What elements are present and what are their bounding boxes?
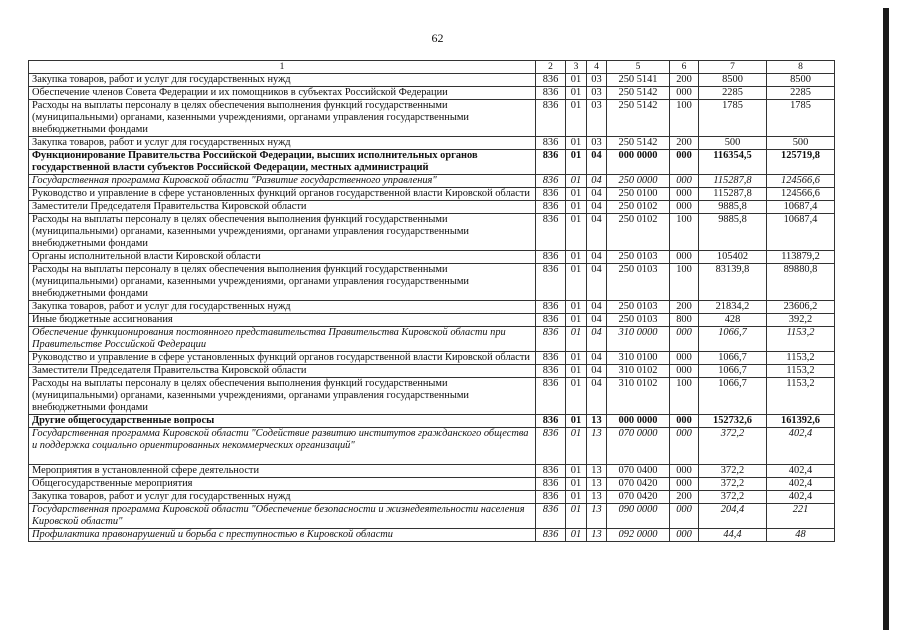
amount-cell: 9885,8: [699, 201, 767, 214]
code-cell: 01: [566, 465, 587, 478]
amount-cell: 152732,6: [699, 415, 767, 428]
row-name-cell: Заместители Председателя Правительства Кировской области: [29, 365, 536, 378]
amount-cell: 2285: [699, 87, 767, 100]
code-cell: 310 0100: [607, 352, 670, 365]
code-cell: 04: [587, 264, 607, 301]
code-cell: 01: [566, 201, 587, 214]
code-cell: 250 5142: [607, 100, 670, 137]
amount-cell: 8500: [699, 74, 767, 87]
code-cell: 01: [566, 251, 587, 264]
amount-cell: 9885,8: [699, 214, 767, 251]
code-cell: 03: [587, 74, 607, 87]
code-cell: 000: [670, 201, 699, 214]
code-cell: 000: [670, 150, 699, 175]
row-name-cell: Функционирование Правительства Российской Федерации, высших исполнительных органов государственной власти субъектов Российской Федерации, местных администраций: [29, 150, 536, 175]
row-name-cell: Закупка товаров, работ и услуг для государственных нужд: [29, 74, 536, 87]
code-cell: 13: [587, 415, 607, 428]
table-row: [29, 428, 835, 465]
code-cell: 836: [536, 87, 566, 100]
amount-cell: 1153,2: [767, 378, 835, 415]
amount-cell: 1153,2: [767, 352, 835, 365]
table-row: [29, 465, 835, 478]
code-cell: 200: [670, 491, 699, 504]
code-cell: 01: [566, 504, 587, 529]
column-header: 6: [670, 61, 699, 74]
table-row: [29, 188, 835, 201]
table-row: [29, 264, 835, 301]
code-cell: 836: [536, 378, 566, 415]
code-cell: 310 0000: [607, 327, 670, 352]
code-cell: 070 0000: [607, 428, 670, 465]
amount-cell: 1066,7: [699, 365, 767, 378]
code-cell: 250 5141: [607, 74, 670, 87]
amount-cell: 402,4: [767, 428, 835, 465]
code-cell: 000: [670, 415, 699, 428]
table-row: [29, 314, 835, 327]
code-cell: 310 0102: [607, 378, 670, 415]
row-name-cell: Обеспечение членов Совета Федерации и их помощников в субъектах Российской Федерации: [29, 87, 536, 100]
code-cell: 250 5142: [607, 87, 670, 100]
code-cell: 000: [670, 251, 699, 264]
row-name-cell: Закупка товаров, работ и услуг для государственных нужд: [29, 491, 536, 504]
code-cell: 13: [587, 465, 607, 478]
code-cell: 836: [536, 465, 566, 478]
page-number: 62: [431, 31, 444, 45]
code-cell: 04: [587, 201, 607, 214]
code-cell: 000: [670, 504, 699, 529]
code-cell: 000: [670, 529, 699, 542]
code-cell: 250 0102: [607, 201, 670, 214]
amount-cell: 372,2: [699, 478, 767, 491]
amount-cell: 8500: [767, 74, 835, 87]
amount-cell: 392,2: [767, 314, 835, 327]
table-body: [29, 74, 835, 542]
code-cell: 04: [587, 214, 607, 251]
code-cell: 800: [670, 314, 699, 327]
amount-cell: 44,4: [699, 529, 767, 542]
code-cell: 13: [587, 504, 607, 529]
code-cell: 01: [566, 214, 587, 251]
code-cell: 13: [587, 428, 607, 465]
code-cell: 01: [566, 314, 587, 327]
code-cell: 01: [566, 100, 587, 137]
code-cell: 04: [587, 175, 607, 188]
row-name-cell: Руководство и управление в сфере установленных функций органов государственной власти Кировской области: [29, 352, 536, 365]
code-cell: 250 0000: [607, 175, 670, 188]
code-cell: 01: [566, 150, 587, 175]
code-cell: 836: [536, 327, 566, 352]
amount-cell: 1785: [767, 100, 835, 137]
code-cell: 04: [587, 378, 607, 415]
code-cell: 836: [536, 150, 566, 175]
code-cell: 100: [670, 100, 699, 137]
amount-cell: 1066,7: [699, 378, 767, 415]
code-cell: 04: [587, 251, 607, 264]
code-cell: 250 5142: [607, 137, 670, 150]
table-row: [29, 415, 835, 428]
row-name-cell: Руководство и управление в сфере установленных функций органов государственной власти Кировской области: [29, 188, 536, 201]
code-cell: 01: [566, 415, 587, 428]
table-row: [29, 251, 835, 264]
amount-cell: 23606,2: [767, 301, 835, 314]
code-cell: 000: [670, 327, 699, 352]
table-row: [29, 100, 835, 137]
row-name-cell: Органы исполнительной власти Кировской области: [29, 251, 536, 264]
amount-cell: 372,2: [699, 465, 767, 478]
row-name-cell: Расходы на выплаты персоналу в целях обеспечения выполнения функций государственными (муниципальными) органами, казенными учреждениями, органами управления государственными внебюджетными фондами: [29, 214, 536, 251]
code-cell: 04: [587, 301, 607, 314]
amount-cell: 1153,2: [767, 327, 835, 352]
row-name-cell: Заместители Председателя Правительства Кировской области: [29, 201, 536, 214]
amount-cell: 1153,2: [767, 365, 835, 378]
code-cell: 01: [566, 74, 587, 87]
code-cell: 000: [670, 478, 699, 491]
code-cell: 000: [670, 175, 699, 188]
column-header: 8: [767, 61, 835, 74]
table-row: [29, 529, 835, 542]
code-cell: 836: [536, 188, 566, 201]
code-cell: 13: [587, 491, 607, 504]
code-cell: 04: [587, 150, 607, 175]
code-cell: 836: [536, 529, 566, 542]
row-name-cell: Расходы на выплаты персоналу в целях обеспечения выполнения функций государственными (муниципальными) органами, казенными учреждениями, органами управления государственными внебюджетными фондами: [29, 100, 536, 137]
code-cell: 01: [566, 87, 587, 100]
code-cell: 090 0000: [607, 504, 670, 529]
code-cell: 03: [587, 137, 607, 150]
amount-cell: 428: [699, 314, 767, 327]
table-row: [29, 378, 835, 415]
table-row: [29, 352, 835, 365]
code-cell: 250 0103: [607, 251, 670, 264]
code-cell: 04: [587, 352, 607, 365]
code-cell: 200: [670, 137, 699, 150]
table-row: [29, 137, 835, 150]
row-name-cell: Общегосударственные мероприятия: [29, 478, 536, 491]
amount-cell: 125719,8: [767, 150, 835, 175]
code-cell: 01: [566, 529, 587, 542]
code-cell: 01: [566, 137, 587, 150]
code-cell: 04: [587, 365, 607, 378]
amount-cell: 500: [699, 137, 767, 150]
amount-cell: 161392,6: [767, 415, 835, 428]
column-header: 2: [536, 61, 566, 74]
table-row: [29, 365, 835, 378]
row-name-cell: Государственная программа Кировской области "Обеспечение безопасности и жизнедеятельности населения Кировской области": [29, 504, 536, 529]
row-name-cell: Государственная программа Кировской области "Содействие развитию институтов гражданского общества и поддержка социально ориентированных некоммерческих организаций": [29, 428, 536, 465]
code-cell: 836: [536, 504, 566, 529]
amount-cell: 10687,4: [767, 214, 835, 251]
code-cell: 100: [670, 264, 699, 301]
code-cell: 01: [566, 491, 587, 504]
code-cell: 250 0103: [607, 301, 670, 314]
table-row: [29, 87, 835, 100]
code-cell: 250 0103: [607, 264, 670, 301]
code-cell: 13: [587, 529, 607, 542]
column-header: 3: [566, 61, 587, 74]
code-cell: 03: [587, 100, 607, 137]
code-cell: 836: [536, 478, 566, 491]
row-name-cell: Закупка товаров, работ и услуг для государственных нужд: [29, 137, 536, 150]
amount-cell: 402,4: [767, 478, 835, 491]
amount-cell: 116354,5: [699, 150, 767, 175]
code-cell: 836: [536, 415, 566, 428]
row-name-cell: Закупка товаров, работ и услуг для государственных нужд: [29, 301, 536, 314]
amount-cell: 83139,8: [699, 264, 767, 301]
table-row: [29, 491, 835, 504]
row-name-cell: Иные бюджетные ассигнования: [29, 314, 536, 327]
table-row: [29, 504, 835, 529]
code-cell: 01: [566, 301, 587, 314]
code-cell: 01: [566, 378, 587, 415]
code-cell: 000: [670, 428, 699, 465]
table-row: [29, 301, 835, 314]
table-row: [29, 74, 835, 87]
code-cell: 310 0102: [607, 365, 670, 378]
code-cell: 070 0420: [607, 491, 670, 504]
amount-cell: 1066,7: [699, 352, 767, 365]
column-header: 7: [699, 61, 767, 74]
amount-cell: 105402: [699, 251, 767, 264]
row-name-cell: Обеспечение функционирования постоянного представительства Правительства Кировской области при Правительстве Российской Федерации: [29, 327, 536, 352]
code-cell: 04: [587, 327, 607, 352]
table-row: [29, 150, 835, 175]
column-header: 5: [607, 61, 670, 74]
code-cell: 836: [536, 314, 566, 327]
code-cell: 100: [670, 214, 699, 251]
column-header: 4: [587, 61, 607, 74]
table-row: [29, 478, 835, 491]
row-name-cell: Расходы на выплаты персоналу в целях обеспечения выполнения функций государственными (муниципальными) органами, казенными учреждениями, органами управления государственными внебюджетными фондами: [29, 264, 536, 301]
code-cell: 000: [670, 188, 699, 201]
row-name-cell: Другие общегосударственные вопросы: [29, 415, 536, 428]
code-cell: 070 0420: [607, 478, 670, 491]
amount-cell: 21834,2: [699, 301, 767, 314]
table-row: [29, 214, 835, 251]
header-row: [29, 61, 835, 74]
amount-cell: 115287,8: [699, 175, 767, 188]
amount-cell: 89880,8: [767, 264, 835, 301]
code-cell: 836: [536, 301, 566, 314]
amount-cell: 221: [767, 504, 835, 529]
amount-cell: 372,2: [699, 428, 767, 465]
code-cell: 01: [566, 365, 587, 378]
table-row: [29, 201, 835, 214]
code-cell: 836: [536, 264, 566, 301]
scan-edge-bar: [883, 8, 889, 630]
code-cell: 836: [536, 428, 566, 465]
row-name-cell: Государственная программа Кировской области "Развитие государственного управления": [29, 175, 536, 188]
row-name-cell: Профилактика правонарушений и борьба с преступностью в Кировской области: [29, 529, 536, 542]
code-cell: 836: [536, 251, 566, 264]
code-cell: 000: [670, 465, 699, 478]
code-cell: 836: [536, 175, 566, 188]
code-cell: 01: [566, 478, 587, 491]
code-cell: 200: [670, 74, 699, 87]
code-cell: 250 0103: [607, 314, 670, 327]
code-cell: 836: [536, 74, 566, 87]
row-name-cell: Мероприятия в установленной сфере деятельности: [29, 465, 536, 478]
code-cell: 100: [670, 378, 699, 415]
code-cell: 01: [566, 327, 587, 352]
row-name-cell: Расходы на выплаты персоналу в целях обеспечения выполнения функций государственными (муниципальными) органами, казенными учреждениями, органами управления государственными внебюджетными фондами: [29, 378, 536, 415]
code-cell: 836: [536, 201, 566, 214]
column-header: 1: [29, 61, 536, 74]
amount-cell: 10687,4: [767, 201, 835, 214]
code-cell: 000: [670, 352, 699, 365]
amount-cell: 115287,8: [699, 188, 767, 201]
amount-cell: 48: [767, 529, 835, 542]
code-cell: 000 0000: [607, 150, 670, 175]
code-cell: 200: [670, 301, 699, 314]
amount-cell: 500: [767, 137, 835, 150]
table-row: [29, 175, 835, 188]
code-cell: 000 0000: [607, 415, 670, 428]
amount-cell: 1785: [699, 100, 767, 137]
amount-cell: 372,2: [699, 491, 767, 504]
code-cell: 250 0100: [607, 188, 670, 201]
amount-cell: 204,4: [699, 504, 767, 529]
code-cell: 01: [566, 175, 587, 188]
code-cell: 836: [536, 352, 566, 365]
code-cell: 04: [587, 188, 607, 201]
amount-cell: 402,4: [767, 491, 835, 504]
table-row: [29, 327, 835, 352]
code-cell: 13: [587, 478, 607, 491]
code-cell: 836: [536, 365, 566, 378]
code-cell: 01: [566, 264, 587, 301]
amount-cell: 2285: [767, 87, 835, 100]
amount-cell: 124566,6: [767, 175, 835, 188]
code-cell: 04: [587, 314, 607, 327]
code-cell: 092 0000: [607, 529, 670, 542]
code-cell: 03: [587, 87, 607, 100]
code-cell: 01: [566, 428, 587, 465]
amount-cell: 1066,7: [699, 327, 767, 352]
code-cell: 836: [536, 137, 566, 150]
code-cell: 01: [566, 188, 587, 201]
amount-cell: 402,4: [767, 465, 835, 478]
code-cell: 070 0400: [607, 465, 670, 478]
code-cell: 250 0102: [607, 214, 670, 251]
code-cell: 000: [670, 365, 699, 378]
code-cell: 836: [536, 491, 566, 504]
code-cell: 836: [536, 100, 566, 137]
budget-table: [28, 60, 835, 542]
amount-cell: 124566,6: [767, 188, 835, 201]
amount-cell: 113879,2: [767, 251, 835, 264]
code-cell: 01: [566, 352, 587, 365]
code-cell: 836: [536, 214, 566, 251]
code-cell: 000: [670, 87, 699, 100]
